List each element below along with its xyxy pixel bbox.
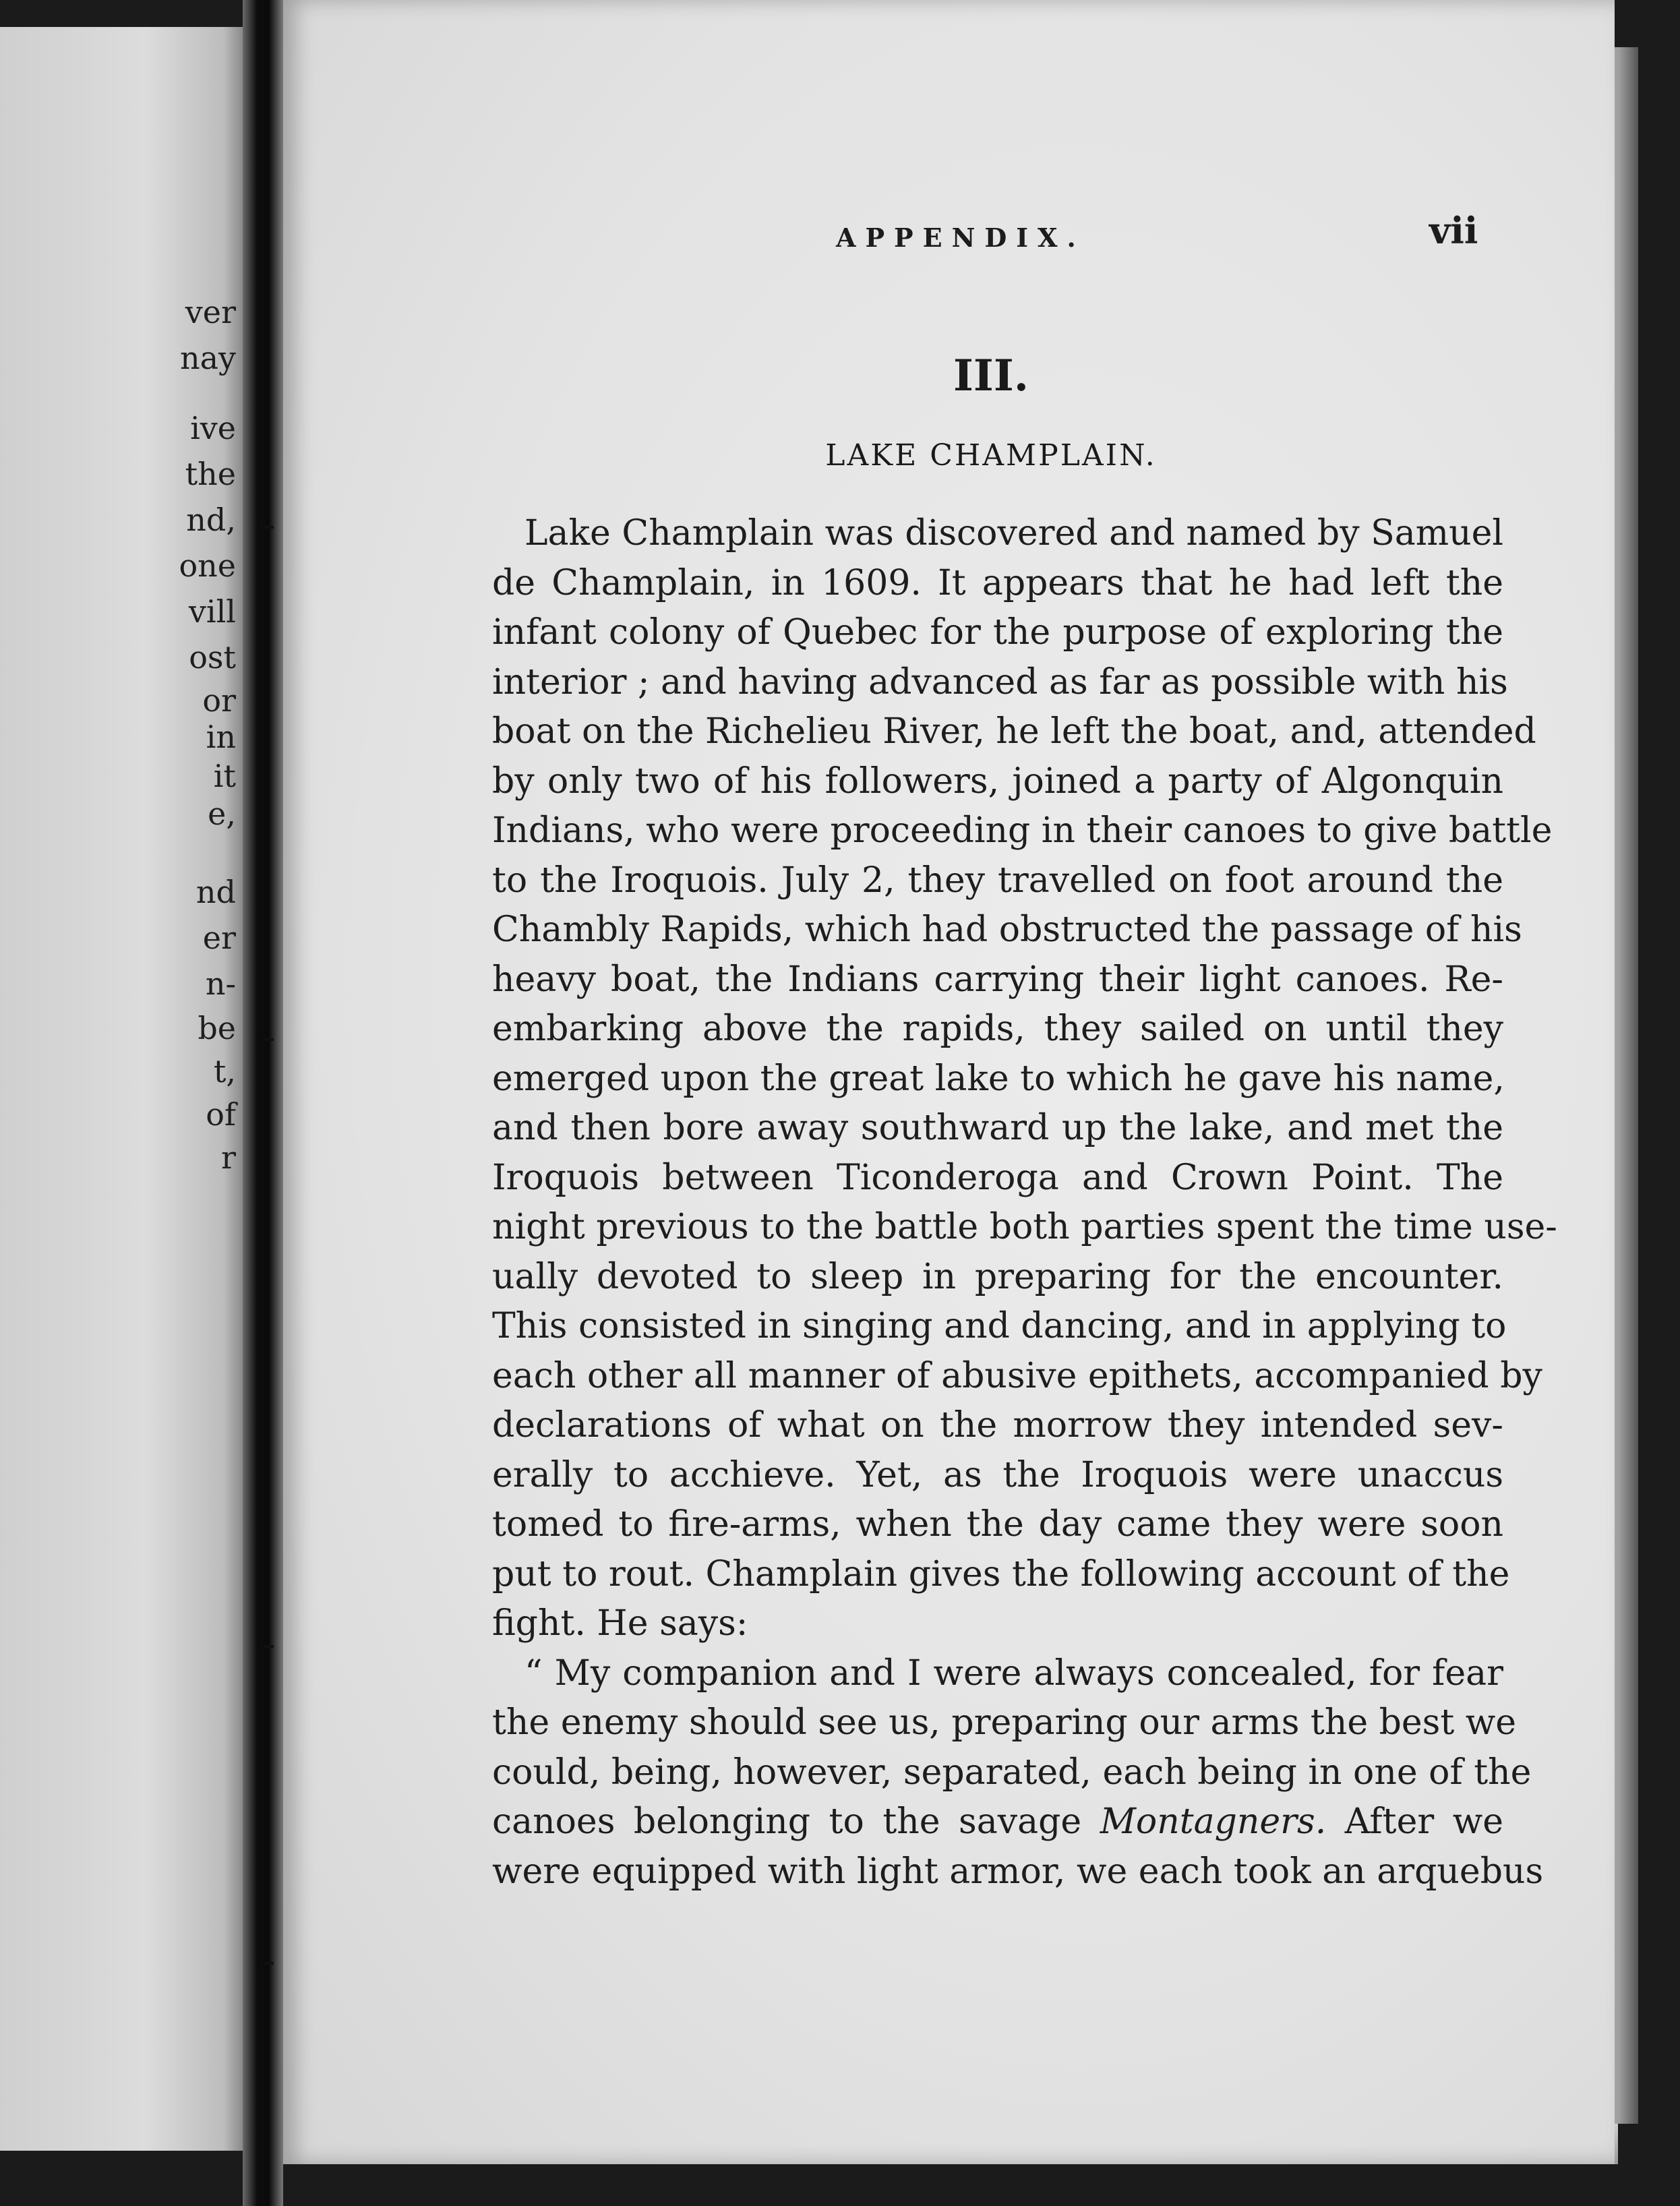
text-line: This consisted in singing and dancing, and in applying to (492, 1306, 1507, 1346)
text-line: Indians, who were proceeding in their canoes to give battle (492, 810, 1553, 851)
previous-page-fragment: nd (196, 874, 236, 910)
previous-page-fragment: nay (179, 340, 236, 376)
text-run: After we (1344, 1801, 1504, 1842)
text-line: erally to acchieve. Yet, as the Iroquois were unaccus (492, 1454, 1503, 1495)
previous-page-fragment: in (206, 719, 236, 755)
previous-page-fragment: vill (188, 593, 236, 630)
text-line: embarking above the rapids, they sailed on until they (492, 1009, 1503, 1049)
text-line: the enemy should see us, preparing our arms the best we (492, 1702, 1517, 1743)
previous-page-fragment: or (202, 682, 236, 719)
previous-page-edge (0, 27, 243, 2151)
previous-page-fragment: ver (185, 294, 236, 330)
previous-page-fragment: r (221, 1139, 236, 1176)
section-number: III. (953, 351, 1029, 401)
text-line: “ My companion and I were always concealed, for fear (524, 1652, 1503, 1694)
text-run: canoes belonging to the savage (492, 1801, 1082, 1842)
text-line: each other all manner of abusive epithets, accompanied by (492, 1355, 1542, 1396)
binding-mark (264, 1645, 274, 1648)
section-title: LAKE CHAMPLAIN. (825, 438, 1157, 473)
text-line: to the Iroquois. July 2, they travelled on foot around the (492, 860, 1503, 901)
previous-page-fragment: nd, (186, 502, 236, 538)
text-line: could, being, however, separated, each being in one of the (492, 1752, 1532, 1793)
binding-mark (264, 1038, 274, 1041)
previous-page-fragment: of (206, 1096, 236, 1133)
text-line: de Champlain, in 1609. It appears that he had left the (492, 562, 1503, 603)
text-line: were equipped with light armor, we each took an arquebus (492, 1851, 1544, 1892)
text-line: tomed to fire-arms, when the day came they were soon (492, 1504, 1503, 1545)
text-line: declarations of what on the morrow they intended sev- (492, 1405, 1503, 1445)
text-line: emerged upon the great lake to which he gave his name, (492, 1058, 1505, 1099)
previous-page-fragment: e, (208, 796, 236, 832)
text-line: ually devoted to sleep in preparing for the encounter. (492, 1256, 1503, 1297)
italic-term: Montagners. (1100, 1801, 1327, 1842)
body-text (492, 509, 1557, 1897)
text-line: Chambly Rapids, which had obstructed the passage of his (492, 910, 1522, 950)
previous-page-fragment: one (179, 547, 236, 584)
text-line: fight. He says: (492, 1603, 748, 1644)
previous-page-fragment: er (202, 920, 236, 956)
text-line: put to rout. Champlain gives the following account of the (492, 1553, 1510, 1594)
binding-mark (264, 1962, 274, 1965)
text-line: by only two of his followers, joined a party of Algonquin (492, 761, 1503, 802)
text-line: infant colony of Quebec for the purpose of exploring the (492, 612, 1503, 653)
text-line: Lake Champlain was discovered and named by Samuel (524, 513, 1503, 554)
text-line: night previous to the battle both parties spent the time use- (492, 1207, 1557, 1247)
previous-page-fragment: n- (205, 965, 236, 1002)
text-line: interior ; and having advanced as far as possible with his (492, 661, 1508, 703)
text-line: Iroquois between Ticonderoga and Crown Point. The (492, 1157, 1503, 1198)
page-number: vii (1429, 209, 1478, 252)
previous-page-fragment: ive (190, 410, 236, 446)
text-line: and then bore away southward up the lake, and met the (492, 1108, 1503, 1148)
binding-mark (264, 526, 274, 529)
previous-page-fragment: t, (213, 1053, 236, 1090)
text-line: boat on the Richelieu River, he left the boat, and, attended (492, 711, 1536, 752)
previous-page-fragment: be (198, 1010, 236, 1046)
text-line: heavy boat, the Indians carrying their light canoes. Re- (492, 959, 1503, 1000)
running-head: APPENDIX. (836, 222, 1085, 253)
text-line (492, 1797, 1503, 1847)
previous-page-fragment: the (185, 456, 236, 492)
book-gutter (243, 0, 283, 2206)
previous-page-fragment: ost (189, 639, 236, 676)
previous-page-fragment: it (213, 758, 236, 794)
